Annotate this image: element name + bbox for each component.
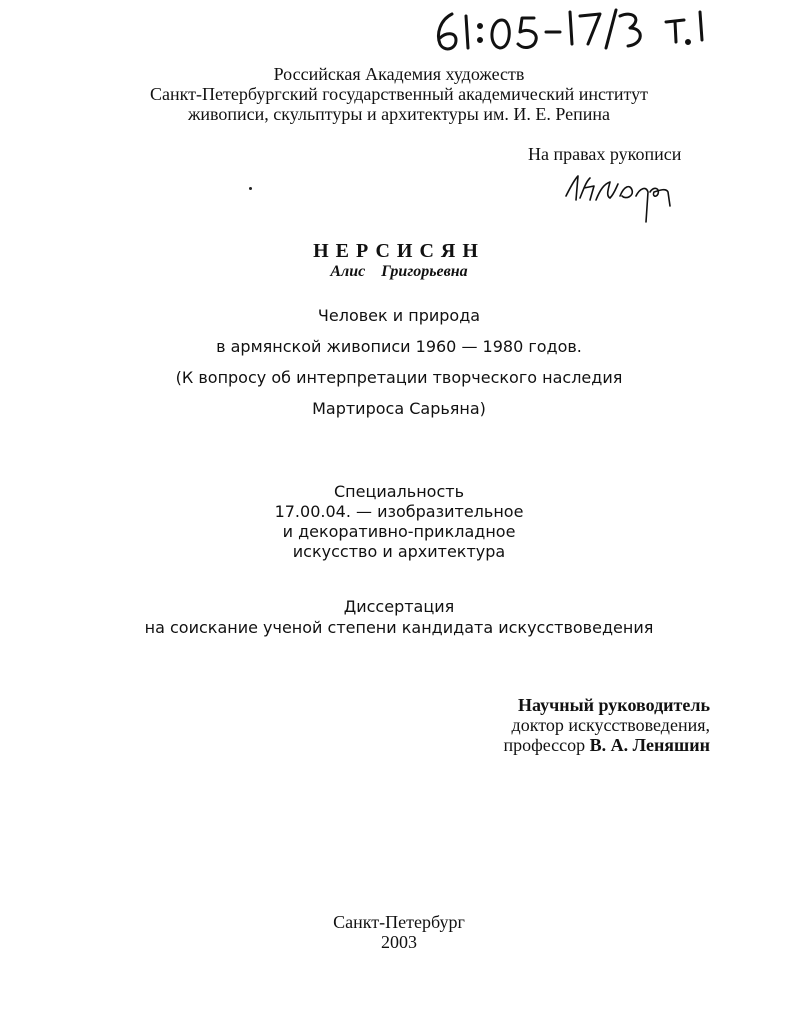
supervisor-title-line [480, 735, 710, 755]
catalog-code-handwritten [430, 4, 730, 56]
footer-year: 2003 [381, 932, 417, 952]
supervisor-name: В. А. Леняшин [589, 735, 710, 755]
specialty-line-2: и декоративно-прикладное [282, 522, 516, 541]
author-signature [560, 166, 680, 226]
institution-line-3: живописи, скульптуры и архитектуры им. И. Е. Репина [187, 104, 611, 124]
footer-block [0, 912, 798, 952]
specialty-block [0, 482, 798, 562]
scan-speck [249, 187, 252, 190]
title-line-3: (К вопросу об интерпретации творческого наследия [175, 368, 623, 387]
supervisor-block [480, 695, 710, 755]
dissertation-block [0, 596, 798, 638]
supervisor-title-prefix: профессор [503, 735, 586, 755]
specialty-line-1: 17.00.04. — изобразительное [274, 502, 524, 521]
title-line-1: Человек и природа [317, 306, 481, 325]
institution-header [0, 64, 798, 124]
dissertation-title [0, 300, 798, 424]
institution-line-2: Санкт-Петербургский государственный академический институт [150, 84, 648, 104]
signature-drawing [560, 166, 680, 226]
dissertation-line-1: на соискание ученой степени кандидата искусствоведения [144, 618, 654, 637]
supervisor-label: Научный руководитель [518, 695, 710, 715]
footer-city: Санкт-Петербург [333, 912, 465, 932]
dissertation-label: Диссертация [343, 597, 455, 616]
supervisor-degree: доктор искусствоведения, [511, 715, 710, 735]
author-surname: НЕРСИСЯН [313, 240, 485, 262]
manuscript-rights-note: На правах рукописи [528, 144, 682, 164]
handwritten-catalog-code-drawing [430, 4, 730, 56]
institution-line-1: Российская Академия художеств [273, 64, 525, 84]
specialty-line-3: искусство и архитектура [292, 542, 506, 561]
title-line-4: Мартироса Сарьяна) [312, 399, 486, 418]
title-line-2: в армянской живописи 1960 — 1980 годов. [216, 337, 582, 356]
author-given-names: Алис Григорьевна [330, 263, 468, 280]
specialty-label: Специальность [333, 482, 465, 501]
